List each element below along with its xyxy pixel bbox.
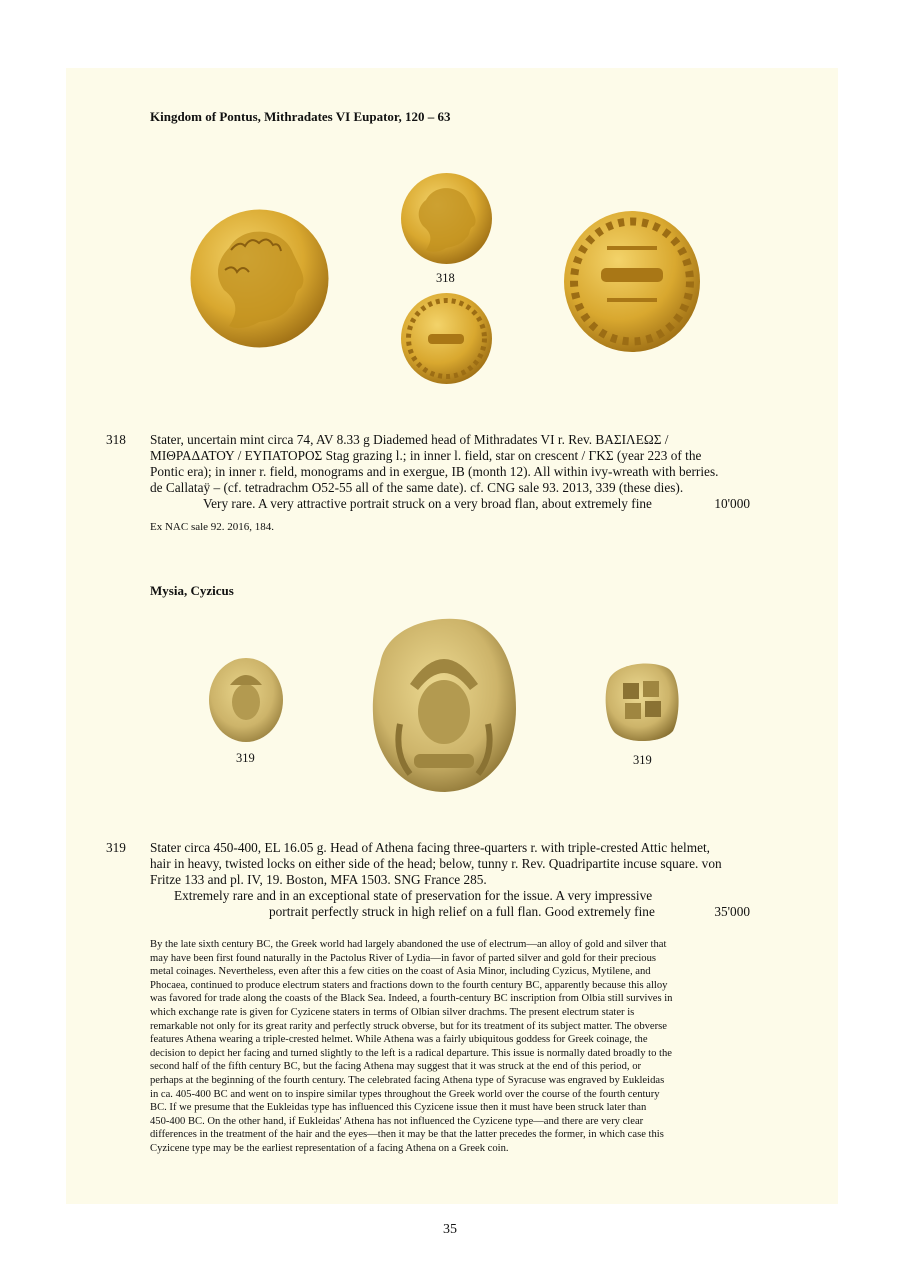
- commentary-line: which exchange rate is given for Cyzicene staters in terms of Olbian silver drachms. The present electrum stater is: [150, 1006, 635, 1018]
- section-heading-pontus: Kingdom of Pontus, Mithradates VI Eupator, 120 – 63: [150, 109, 451, 124]
- lot-number-319: 319: [106, 840, 126, 855]
- lot-number-318: 318: [106, 432, 126, 447]
- lot-319-price: 35'000: [714, 904, 750, 919]
- coin-318-label: 318: [436, 271, 455, 285]
- coin-319-label-left: 319: [236, 751, 255, 765]
- section-heading-cyzicus: Mysia, Cyzicus: [150, 583, 234, 598]
- commentary-line: second half of the fifth century BC, but the facing Athena may suggest that it was struck at the end of this period, or: [150, 1061, 642, 1073]
- lot-318-description-line: ΜΙΘΡΑΔΑΤΟΥ / ΕΥΠΑΤΟΡΟΣ Stag grazing l.; in inner l. field, star on crescent / ΓΚΣ (year 223 of the: [150, 448, 702, 463]
- lot-318-description: [150, 432, 750, 496]
- commentary-line: in ca. 405-400 BC and went on to inspire similar types throughout the Greek world over the course of the fourth century: [150, 1088, 660, 1100]
- coin-318-reverse-small-image: [400, 292, 493, 385]
- commentary-line: remarkable not only for its great rarity and perfectly struck obverse, but for its treatment of its subject matter. The obverse: [150, 1020, 667, 1032]
- page-number: 35: [443, 1222, 457, 1237]
- lot-319-description-line: Fritze 133 and pl. IV, 19. Boston, MFA 1503. SNG France 285.: [150, 872, 487, 887]
- lot-318-description-line: Stater, uncertain mint circa 74, AV 8.33 g Diademed head of Mithradates VI r. Rev. ΒΑΣΙΛΕΩΣ /: [150, 432, 669, 447]
- lot-319-commentary: [150, 938, 750, 1156]
- commentary-line: By the late sixth century BC, the Greek world had largely abandoned the use of electrum—an alloy of gold and silver that: [150, 939, 667, 950]
- lot-319-description: [150, 840, 750, 888]
- coin-318-reverse-large-image: [563, 210, 701, 353]
- lot-319-verdict-line2: portrait perfectly struck in high relief on a full flan. Good extremely fine: [269, 904, 655, 919]
- lot-318-price: 10'000: [714, 496, 750, 511]
- lot-318-verdict: Very rare. A very attractive portrait struck on a very broad flan, about extremely fine: [203, 496, 652, 511]
- commentary-line: decision to depict her facing and turned slightly to the left is a radical departure. This issue is normally dated broadly to the: [150, 1047, 672, 1059]
- lot-319-description-line: Stater circa 450-400, EL 16.05 g. Head of Athena facing three-quarters r. with triple-crested Attic helmet,: [150, 840, 710, 855]
- coin-319-obverse-small-image: [208, 657, 284, 743]
- coin-318-obverse-large-image: [189, 208, 330, 349]
- commentary-line: may have been first found naturally in the Pactolus River of Lydia—in favor of parted silver and gold for their precious: [150, 952, 657, 964]
- lot-319-verdict-line1: Extremely rare and in an exceptional state of preservation for the issue. A very impressive: [174, 888, 653, 903]
- commentary-line: 450-400 BC. On the other hand, if Eukleidas' Athena has not influenced the Cyzicene type—and there are very clear: [150, 1115, 644, 1127]
- lot-318-description-line: de Callataÿ – (cf. tetradrachm O52-55 all of the same date). cf. CNG sale 93. 2013, 339 (these dies).: [150, 480, 684, 495]
- commentary-line: was favored for trade along the coasts of the Black Sea. Indeed, a fourth-century BC inscription from Olbia still survives in: [150, 993, 673, 1005]
- coin-319-obverse-large-image: [370, 614, 518, 794]
- commentary-line: Cyzicene type may be the earliest representation of a facing Athena on a Greek coin.: [150, 1142, 509, 1154]
- commentary-line: features Athena wearing a triple-crested helmet. While Athena was a fairly ubiquitous goddess for Greek coinage, the: [150, 1034, 648, 1046]
- coin-319-reverse-incuse-image: [603, 659, 682, 743]
- lot-319-description-line: hair in heavy, twisted locks on either side of the head; below, tunny r. Rev. Quadripartite incuse square. von: [150, 856, 722, 871]
- commentary-line: BC. If we presume that the Eukleidas type has influenced this Cyzicene issue then it must have been struck later than: [150, 1102, 647, 1114]
- commentary-line: Phocaea, continued to produce electrum staters and fractions down to the fourth century BC, apparently because this alloy: [150, 979, 668, 991]
- commentary-line: perhaps at the beginning of the fourth century. The celebrated facing Athena type of Syracuse was engraved by Eukleidas: [150, 1074, 665, 1086]
- coin-319-label-right: 319: [633, 753, 652, 767]
- lot-318-description-line: Pontic era); in inner r. field, monograms and in exergue, IB (month 12). All within ivy-wreath with berries.: [150, 464, 719, 479]
- commentary-line: differences in the treatment of the hair and the eyes—then it may be that the latter precedes the former, in which case this: [150, 1129, 664, 1141]
- coin-318-obverse-small-image: [400, 172, 493, 265]
- lot-318-provenance: Ex NAC sale 92. 2016, 184.: [150, 521, 275, 533]
- commentary-line: metal coinages. Nevertheless, even after this a few cities on the coast of Asia Minor, including Cyzicus, Mytilene, and: [150, 966, 651, 978]
